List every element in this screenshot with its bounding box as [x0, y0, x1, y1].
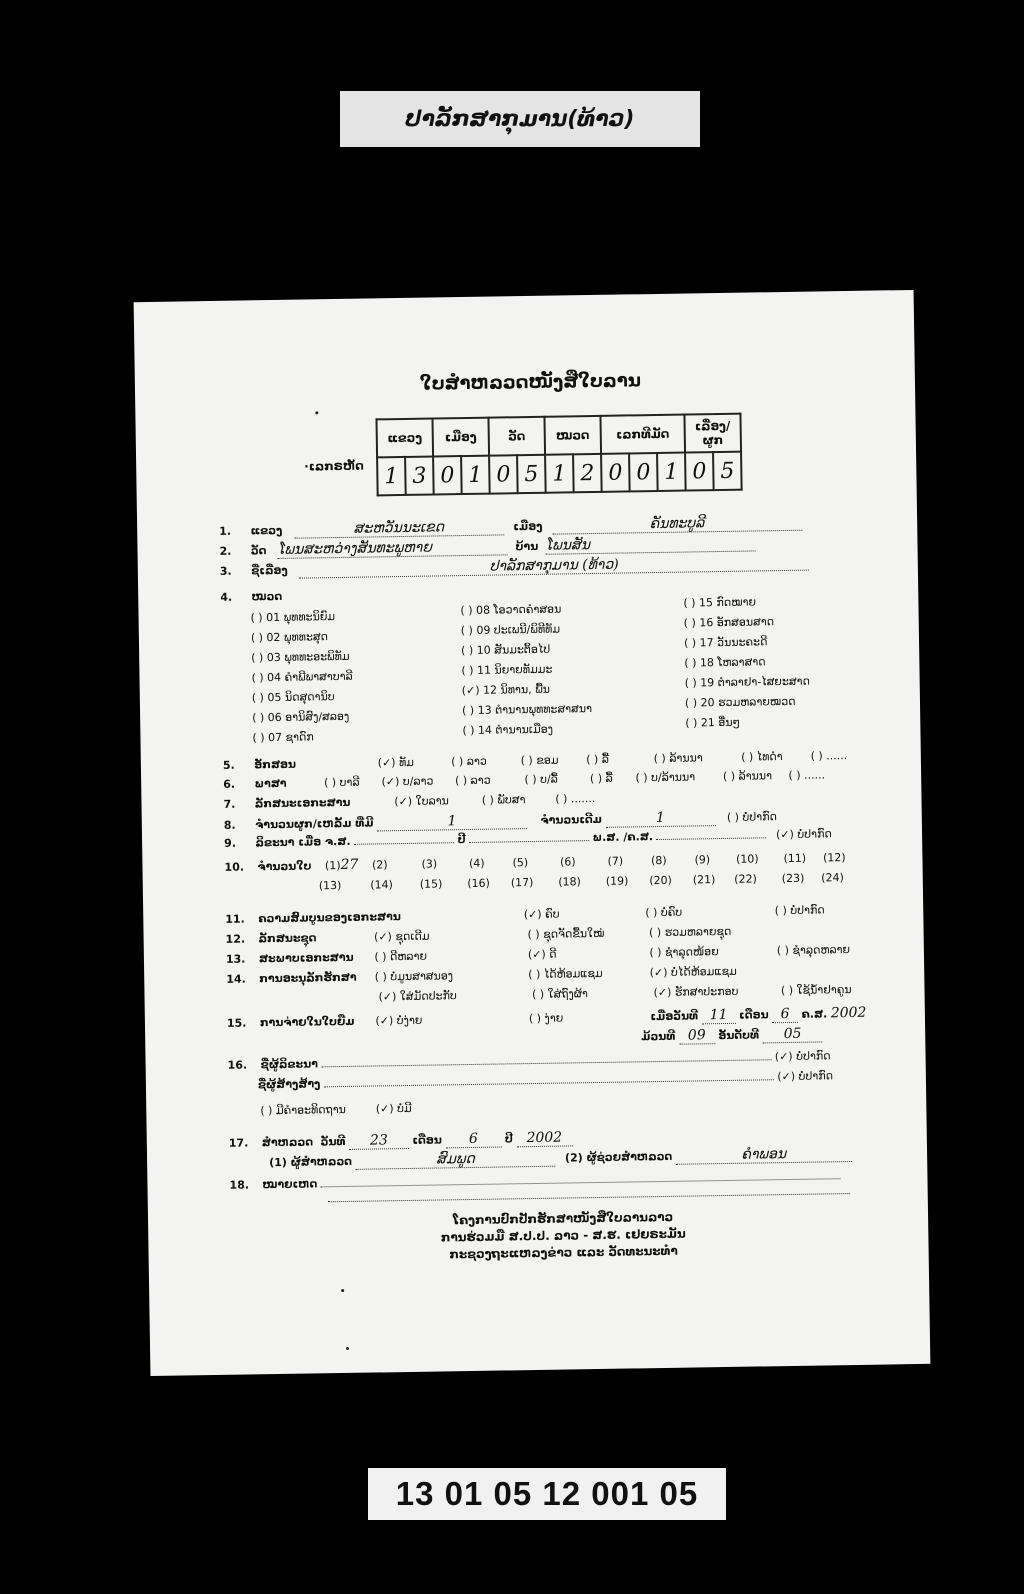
- field-label: ເມືອງ: [513, 519, 543, 534]
- field-label: ມ້ວນທີ: [641, 1029, 676, 1044]
- completeness-option: (✓) ຄົບ: [523, 907, 560, 922]
- conservation-option: ( ) ໃຊ້ນ້ຳຢາຄູນ: [780, 982, 852, 998]
- title-label-top: ປາລັກສາກຸມານ(ທ້າວ): [340, 91, 700, 147]
- leaf-slot: (15): [419, 877, 443, 891]
- footer-line: ໂຄງການປົກປັກຮັກສາໜັງສືໃບລານລາວ: [452, 1209, 674, 1228]
- field-label: ວັດ: [250, 544, 267, 558]
- location-row: [641, 1025, 823, 1045]
- category-option: ( ) 17 ວັນນະຄະດີ: [683, 635, 768, 650]
- wish-option: (✓) ບໍ່ມີ: [375, 1101, 412, 1116]
- item-number: 5.: [222, 758, 235, 772]
- field-label: ລິຂະນາ ເມື່ອ ຈ.ສ.: [255, 834, 351, 850]
- code-digit: 0: [433, 456, 462, 494]
- leaf-slot: (12): [822, 851, 846, 865]
- leaf-slot: (11): [783, 851, 807, 866]
- category-option: ( ) 15 ກົດໝາຍ: [683, 595, 757, 610]
- leaf-slot: (3): [421, 857, 438, 871]
- conservation-option: (✓) ບໍ່ໄດ້ຫ້ອມແຊມ: [649, 964, 737, 980]
- code-header: ເມືອງ: [432, 418, 489, 457]
- manuscript-title-value: ປາລັກສາກຸມານ (ທ້າວ): [299, 554, 809, 579]
- leaf-slot: (2): [371, 858, 388, 872]
- survey-month-value: 6: [445, 1131, 501, 1149]
- survey-day-value: 23: [349, 1132, 409, 1150]
- material-row: [223, 792, 595, 811]
- field-label: ລັກສນະຊຸດ: [258, 931, 317, 946]
- code-digit: 1: [545, 454, 574, 492]
- footer-line: ກະຊວງຖະແຫລງຂ່າວ ແລະ ວັດທະນະທຳ: [449, 1243, 678, 1262]
- item-number: 16.: [227, 1058, 248, 1072]
- leaf-slot: (16): [467, 876, 490, 891]
- script-option: ( ) ໄທດຳ: [741, 750, 783, 764]
- category-column-2: [460, 599, 592, 741]
- loan-year-value: 2002: [830, 1004, 867, 1022]
- field-label: ໝາຍເຫດ: [262, 1177, 318, 1192]
- leaf-slot: (1): [324, 859, 341, 873]
- form-title: ໃບສຳຫລວດໜັງສືໃບລານ: [419, 370, 642, 395]
- leaf-slot: (19): [605, 874, 629, 888]
- field-label: ໝວດ: [251, 589, 283, 604]
- original-count-value: 1: [605, 809, 715, 828]
- paper-speck: [341, 1289, 344, 1292]
- paper-speck: [346, 1347, 349, 1350]
- code-digit: 5: [713, 452, 742, 490]
- language-option: ( ) ລາວ: [454, 773, 491, 788]
- bundle-type-row: [226, 925, 732, 946]
- code-table: [375, 413, 742, 497]
- code-header: ໝວດ: [544, 416, 601, 455]
- category-option: ( ) 04 ຄຳພີພາສາບາລີ: [251, 669, 353, 685]
- sponsor-row: [258, 1069, 833, 1091]
- survey-date-row: [229, 1129, 573, 1151]
- loan-day-value: 11: [701, 1007, 735, 1025]
- district-value: ຄັນທະບູລີ: [552, 514, 802, 535]
- language-row: [223, 768, 825, 790]
- bundle-not-shown-option: ( ) ບໍ່ປາກົດ: [726, 810, 778, 824]
- condition-option: (✓) ດີ: [527, 947, 557, 962]
- item-number: 14.: [226, 972, 246, 986]
- item-number: 18.: [229, 1178, 250, 1192]
- material-option: ( ) .......: [555, 792, 596, 806]
- language-option: ( ) ລື້: [589, 771, 613, 786]
- category-option: ( ) 01 ພຸທທະນິຍົມ: [250, 610, 336, 625]
- code-digit: 1: [377, 457, 406, 495]
- leaf-slot: (5): [512, 856, 529, 870]
- leaf-slot: (14): [370, 878, 393, 892]
- item-number: 11.: [225, 912, 245, 926]
- item-number: 3.: [219, 564, 232, 578]
- bundle-type-option: ( ) ຮວມຫລາຍຊຸດ: [648, 924, 732, 940]
- field-label: ຊື່ເລື່ອງ: [251, 563, 288, 578]
- category-option: ( ) 10 ສັນມະຕິ້ອໄປ: [461, 642, 551, 658]
- code-header: ແຂວງ: [376, 419, 433, 458]
- loan-month-value: 6: [772, 1006, 798, 1023]
- leaf-slot: (9): [694, 853, 711, 867]
- leaf-count-row: [224, 849, 845, 875]
- item-number: 2.: [219, 544, 232, 558]
- language-option: ( ) ບ/ລ້ານນາ: [635, 770, 696, 785]
- field-label: ພ.ສ. /ຄ.ສ.: [592, 830, 654, 845]
- field-label: ເມື່ອວັນທີ: [650, 1009, 699, 1024]
- date-not-shown-option: (✓) ບໍ່ປາກົດ: [775, 827, 832, 842]
- field-label: ອັກສອນ: [254, 757, 297, 772]
- conservation-option: ( ) ບໍ່ມູນສາສນອງ: [374, 969, 454, 984]
- code-digit: 5: [517, 455, 546, 493]
- category-option: ( ) 02 ພຸທທະສຸດ: [250, 630, 329, 645]
- survey-year-value: 2002: [516, 1129, 572, 1147]
- field-label: ປີ: [504, 1132, 513, 1146]
- code-digit: 0: [489, 455, 518, 493]
- loan-option: ( ) ງ່າຍ: [528, 1011, 564, 1026]
- category-option: (✓) 12 ນິທານ, ພື້ນ: [461, 682, 551, 698]
- loan-option: (✓) ບໍ່ງ່າຍ: [375, 1013, 423, 1028]
- item-number: 9.: [224, 836, 237, 850]
- field-label: ຈຳນວນຜູກ/ເຫລັ້ມ ທີ່ມີ: [255, 816, 374, 832]
- completeness-option: ( ) ບໍ່ຄົບ: [645, 905, 683, 920]
- code-digit: 3: [405, 457, 434, 495]
- wish-option: ( ) ມີຄຳອະທິດຖານ: [260, 1102, 346, 1118]
- material-option: ( ) ພັບສາ: [481, 793, 526, 807]
- item-number: 6.: [223, 777, 236, 791]
- paper-speck: [315, 411, 318, 414]
- village-value: ໂພນສັນ: [546, 534, 756, 554]
- item-number: 13.: [225, 952, 246, 966]
- category-option: ( ) 06 ອານິສົງ/ສລອງ: [252, 709, 350, 725]
- category-option: ( ) 14 ຕຳນານເມືອງ: [462, 722, 554, 738]
- category-option: ( ) 07 ຊາດົກ: [252, 730, 314, 745]
- code-digit: 1: [657, 453, 686, 491]
- bundle-type-option: (✓) ຊຸດເດີມ: [374, 929, 430, 944]
- code-digit: 0: [629, 453, 658, 491]
- field-label: ຄວາມສົມບູນຂອງເອກະສານ: [258, 910, 401, 926]
- item-number: 4.: [220, 590, 233, 604]
- item-number: 1.: [219, 524, 232, 538]
- code-header: ວັດ: [488, 417, 545, 456]
- leaf-slot: (22): [734, 872, 757, 886]
- category-option: ( ) 19 ຕຳລາຢາ-ໄສຍະສາດ: [684, 674, 811, 690]
- leaf-slot: (21): [692, 873, 716, 887]
- field-label: ຈຳນວນເດີມ: [540, 812, 603, 827]
- condition-row: [226, 943, 850, 966]
- script-option: ( ) ລາວ: [451, 754, 487, 769]
- temple-value: ໂພນສະຫວ່າງສັນທະພູຫາຍ: [278, 538, 508, 559]
- field-label: ບ້ານ: [515, 539, 539, 554]
- remarks-line: [328, 1193, 850, 1202]
- field-label: ການອະນຸລັກຮັກສາ: [259, 970, 357, 986]
- conservation-option: ( ) ໄດ້ຫ້ອມແຊມ: [528, 966, 603, 982]
- bundle-type-option: ( ) ຊຸດຈັດຂື້ນໃໝ່: [527, 926, 605, 942]
- code-header: ເລື່ອງ/ຜູກ: [684, 414, 741, 453]
- province-value: ສະຫວັນນະເຂດ: [294, 518, 504, 538]
- item-number: 17.: [228, 1136, 249, 1150]
- condition-option: ( ) ຊຳລຸດໜ້ອຍ: [649, 945, 719, 960]
- language-option: ( ) ບ/ລື້: [524, 772, 558, 787]
- reference-number-label: 13 01 05 12 001 05: [368, 1468, 726, 1520]
- field-label: (1) ຜູ້ສຳຫລວດ: [269, 1154, 353, 1170]
- category-option: ( ) 11 ນິຍາຍທັມມະ: [461, 662, 553, 678]
- shelf-number-value: 05: [762, 1025, 822, 1043]
- field-label: ແຂວງ: [250, 523, 283, 538]
- field-label: ຊື່ຜູ້ລິຂະນາ: [260, 1057, 319, 1072]
- leaf-slot: (23): [781, 871, 805, 886]
- code-digit: 1: [461, 456, 490, 494]
- leaf-slot: (6): [559, 855, 576, 869]
- category-option: ( ) 09 ປະເພນີ/ພິທີທັມ: [460, 622, 561, 638]
- code-header: ເລກທີມັດ: [600, 415, 685, 454]
- footer-line: ການຮ່ວມມື ສ.ປ.ປ. ລາວ - ສ.ຮ. ເຢຍຣະມັນ: [440, 1226, 686, 1245]
- leaf-slot: (13): [318, 879, 342, 893]
- item-number: 8.: [223, 818, 236, 832]
- code-digit: 0: [685, 452, 714, 490]
- leaf-count-value: 27: [340, 856, 359, 874]
- field-label: (2) ຜູ້ຊ່ວຍສຳຫລວດ: [564, 1149, 673, 1165]
- category-column-1: [250, 607, 353, 749]
- category-option: ( ) 05 ນິດສຸດານິບ: [251, 690, 335, 705]
- language-option: ( ) ບາລີ: [323, 775, 360, 790]
- field-label: ອັນດັບທີ: [718, 1028, 760, 1043]
- code-digit: 2: [573, 454, 602, 492]
- wish-row: [260, 1102, 412, 1117]
- box-number-value: 09: [679, 1027, 715, 1045]
- leaf-slot: (4): [468, 856, 485, 870]
- conservation-option: (✓) ຮັກສາປະກອບ: [653, 984, 739, 1000]
- category-heading: [220, 590, 282, 604]
- scribe-row: [228, 1049, 831, 1071]
- field-label: ວັນທີ: [320, 1134, 346, 1149]
- leaf-slot: (18): [558, 875, 581, 889]
- category-option: ( ) 03 ພຸທທະອະພິທັມ: [251, 649, 350, 665]
- category-option: ( ) 21 ອື່ນໆ: [685, 715, 741, 730]
- script-option: ( ) ລ້ານນາ: [653, 751, 703, 766]
- leaf-slot: (8): [650, 853, 667, 868]
- conservation-row: [226, 965, 737, 986]
- leaf-slot: (24): [821, 871, 844, 885]
- item-number: 10.: [224, 860, 245, 874]
- leaf-slot: (17): [510, 875, 534, 890]
- field-label: ຄ.ສ.: [801, 1007, 828, 1021]
- material-option: (✓) ໃບລານ: [394, 794, 449, 809]
- conservation-option: (✓) ໃສ່ມັດປະກັບ: [378, 989, 457, 1004]
- category-option: ( ) 20 ຮວມຫລາຍໝວດ: [684, 694, 796, 710]
- category-option: ( ) 13 ຕຳນານພຸທທະສາສນາ: [461, 702, 593, 718]
- field-label: ການຈ່າຍໃນໃບຍືມ: [259, 1014, 355, 1030]
- assistant-surveyor-value: ຄຳພອນ: [676, 1145, 852, 1165]
- condition-option: ( ) ຊຳລຸດຫລາຍ: [776, 943, 851, 958]
- surveyor-value: ສົມພູດ: [355, 1150, 555, 1170]
- item-number: 12.: [225, 932, 246, 946]
- bundle-count-value: 1: [377, 812, 527, 831]
- field-label: ລັກສນະເອກະສານ: [254, 795, 351, 811]
- script-option: (✓) ທັມ: [377, 755, 415, 770]
- category-option: ( ) 08 ໂອວາດຄຳສອນ: [460, 602, 562, 618]
- field-label: ເດືອນ: [739, 1008, 769, 1022]
- script-option: ( ) ລື້: [586, 752, 610, 767]
- item-number: 7.: [223, 797, 236, 811]
- field-label: ປີ: [457, 833, 466, 847]
- field-label: ຊື່ຜູ້ສ້າງສ້າງ: [257, 1077, 321, 1092]
- script-row: [223, 749, 848, 772]
- leaf-slot: (20): [649, 873, 672, 888]
- conservation-option: ( ) ໃສ່ຖົງຜ້າ: [531, 987, 588, 1002]
- script-option: ( ) ......: [810, 749, 848, 763]
- conservation-row-2: [378, 983, 851, 1003]
- language-option: (✓) ບ/ລາວ: [381, 774, 434, 789]
- completeness-row: [225, 903, 825, 925]
- field-label: ເດືອນ: [412, 1133, 442, 1147]
- category-option: ( ) 16 ອັກສອນສາດ: [683, 615, 775, 630]
- completeness-option: ( ) ບໍ່ປາກົດ: [774, 903, 825, 918]
- scribe-not-shown-option: (✓) ບໍ່ປາກົດ: [774, 1049, 831, 1064]
- code-caption: ·ເລກຣຫັດ: [304, 458, 364, 474]
- field-label: ສຳຫລວດ: [261, 1135, 314, 1150]
- code-digit: 0: [601, 453, 630, 491]
- field-label: ສະພາບເອກະສານ: [258, 950, 354, 966]
- condition-option: ( ) ດີຫລາຍ: [374, 949, 428, 964]
- leaf-count-row-2: [319, 871, 844, 892]
- survey-form-sheet: [134, 290, 931, 1376]
- leaf-slot: (7): [607, 854, 624, 868]
- leaf-slot: (10): [735, 852, 759, 866]
- script-option: ( ) ຂອມ: [520, 753, 559, 768]
- item-number: 15.: [226, 1016, 247, 1030]
- remarks-row: [229, 1169, 840, 1192]
- category-option: ( ) 18 ໂຫລາສາດ: [684, 655, 766, 670]
- form-footer: [433, 1209, 694, 1264]
- language-option: ( ) ......: [788, 768, 826, 782]
- language-option: ( ) ລ້ານນາ: [722, 769, 773, 783]
- field-label: ພາສາ: [254, 776, 287, 791]
- sponsor-not-shown-option: (✓) ບໍ່ປາກົດ: [777, 1069, 834, 1084]
- field-label: ຈຳນວນໃບ: [257, 859, 312, 874]
- category-column-3: [683, 592, 810, 734]
